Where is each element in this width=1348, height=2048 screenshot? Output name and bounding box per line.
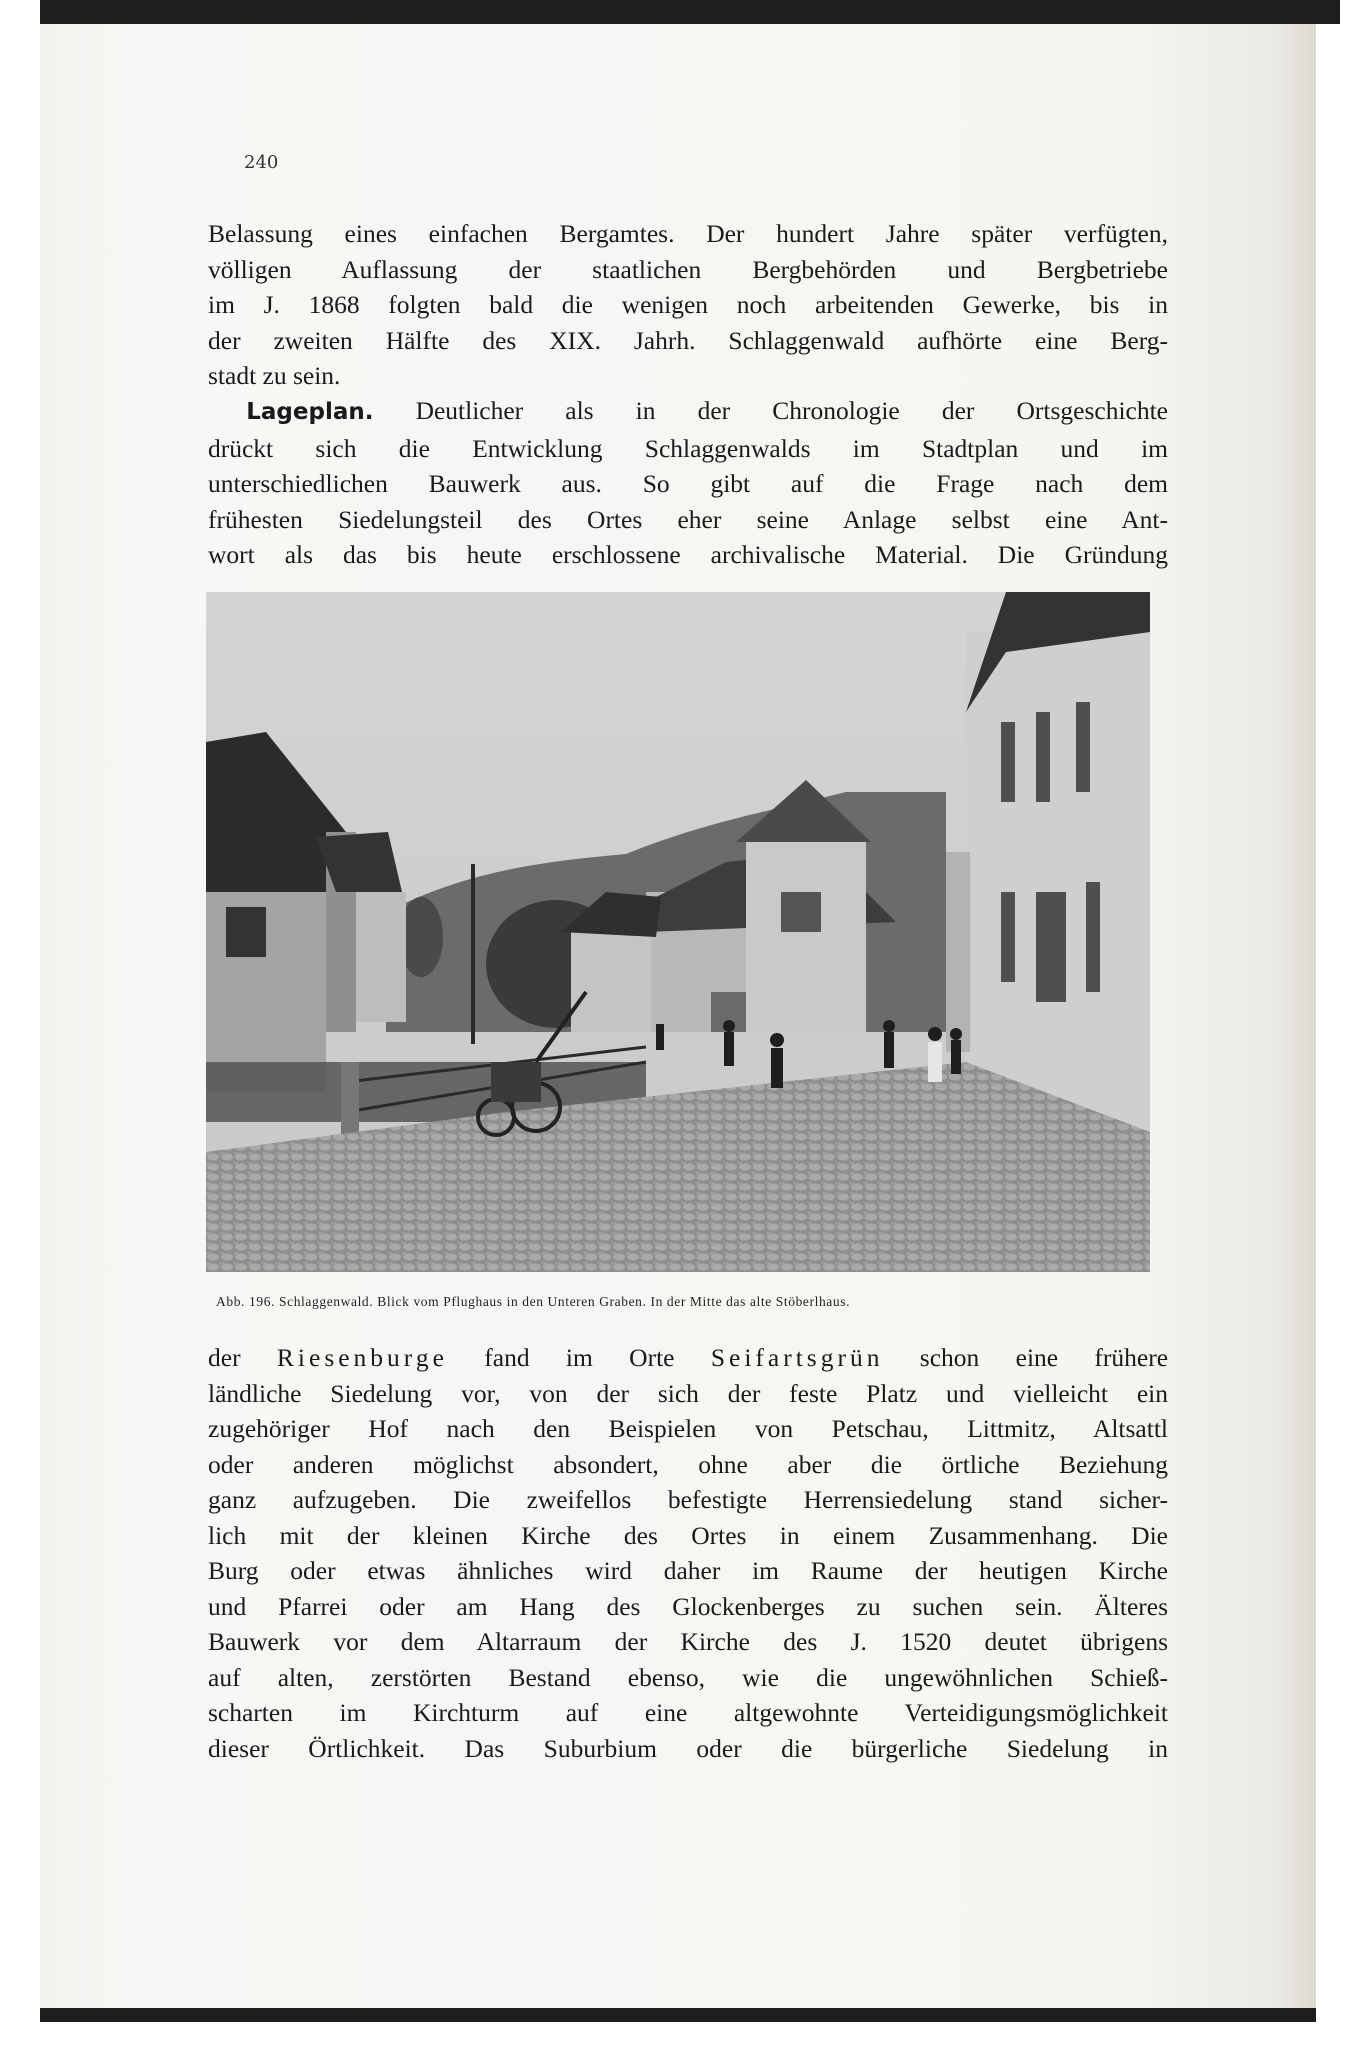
photo-illustration — [206, 592, 1150, 1272]
text-line-with-spaced-names — [208, 1340, 1168, 1376]
text-line: der zweiten Hälfte des XIX. Jahrh. Schlaggenwald aufhörte eine Berg- — [208, 325, 1168, 355]
window — [226, 907, 266, 957]
scan-bottom-border — [40, 2008, 1316, 2022]
text-line: Belassung eines einfachen Bergamtes. Der hundert Jahre später verfügten, — [208, 219, 1168, 248]
text-line: Bauwerk vor dem Altarraum der Kirche des J. 1520 deutet übrigens — [208, 1627, 1168, 1656]
figure-caption: Abb. 196. Schlaggenwald. Blick vom Pflughaus in den Unteren Graben. In der Mitte das alte Stöberlhaus. — [216, 1294, 851, 1309]
text-line: stadt zu sein. — [208, 361, 341, 390]
scan-left-margin — [0, 0, 40, 2048]
text-line: oder anderen möglichst absondert, ohne aber die örtliche Beziehung — [208, 1449, 1168, 1479]
paragraph-3 — [208, 1340, 1168, 1766]
pole — [471, 864, 475, 1044]
text-line: wort als das bis heute erschlossene archivalische Material. Die Gründung — [208, 540, 1168, 569]
text-line: lich mit der kleinen Kirche des Ortes in einem Zusammenhang. Die — [208, 1520, 1168, 1550]
gabled-house — [746, 837, 866, 1032]
text-line: dieser Örtlichkeit. Das Suburbium oder die bürgerliche Siedelung in — [208, 1733, 1168, 1763]
window — [781, 892, 821, 932]
spaced-name: Riesenburge — [276, 1343, 448, 1372]
text-line-with-heading — [208, 393, 1168, 431]
text-line: unterschiedlichen Bauwerk aus. So gibt auf die Frage nach dem — [208, 469, 1168, 498]
street-photograph — [206, 592, 1150, 1272]
text-line: ländliche Siedelung vor, von der sich der feste Platz und vielleicht ein — [208, 1378, 1168, 1408]
heading-line-text: Deutlicher als in der Chronologie der Ortsgeschichte — [415, 396, 1168, 425]
paragraph-2 — [208, 393, 1168, 573]
text-line: scharten im Kirchturm auf eine altgewohnte Verteidigungsmöglichkeit — [208, 1698, 1168, 1727]
text-line: drückt sich die Entwicklung Schlaggenwalds im Stadtplan und im — [208, 433, 1168, 463]
text-line: frühesten Siedelungsteil des Ortes eher seine Anlage selbst eine Ant- — [208, 504, 1168, 534]
text-line: und Pfarrei oder am Hang des Glockenberges zu suchen sein. Älteres — [208, 1591, 1168, 1621]
paragraph-1 — [208, 216, 1168, 394]
text-line: im J. 1868 folgten bald die wenigen noch arbeitenden Gewerke, bis in — [208, 290, 1168, 319]
side-house — [946, 852, 970, 1052]
scan-top-border — [40, 0, 1340, 24]
scan-right-margin — [1316, 24, 1348, 2024]
page-number: 240 — [244, 152, 279, 173]
left-house — [206, 872, 326, 1092]
line-suffix: schon eine frühere — [919, 1343, 1169, 1372]
left-house-back — [356, 892, 406, 1022]
text-line: Burg oder etwas ähnliches wird daher im Raume der heutigen Kirche — [208, 1556, 1168, 1585]
line-middle: fand im Orte — [484, 1343, 675, 1372]
spaced-name: Seifartsgrün — [710, 1343, 884, 1372]
text-line: ganz aufzugeben. Die zweifellos befestigte Herrensiedelung stand sicher- — [208, 1485, 1168, 1514]
text-line: völligen Auflassung der staatlichen Bergbehörden und Bergbetriebe — [208, 254, 1168, 284]
text-line: zugehöriger Hof nach den Beispielen von Petschau, Littmitz, Altsattl — [208, 1414, 1168, 1443]
text-line: auf alten, zerstörten Bestand ebenso, wie die ungewöhnlichen Schieß- — [208, 1662, 1168, 1692]
house — [571, 927, 651, 1032]
section-heading: Lageplan. — [246, 399, 374, 425]
line-prefix: der — [208, 1343, 241, 1372]
